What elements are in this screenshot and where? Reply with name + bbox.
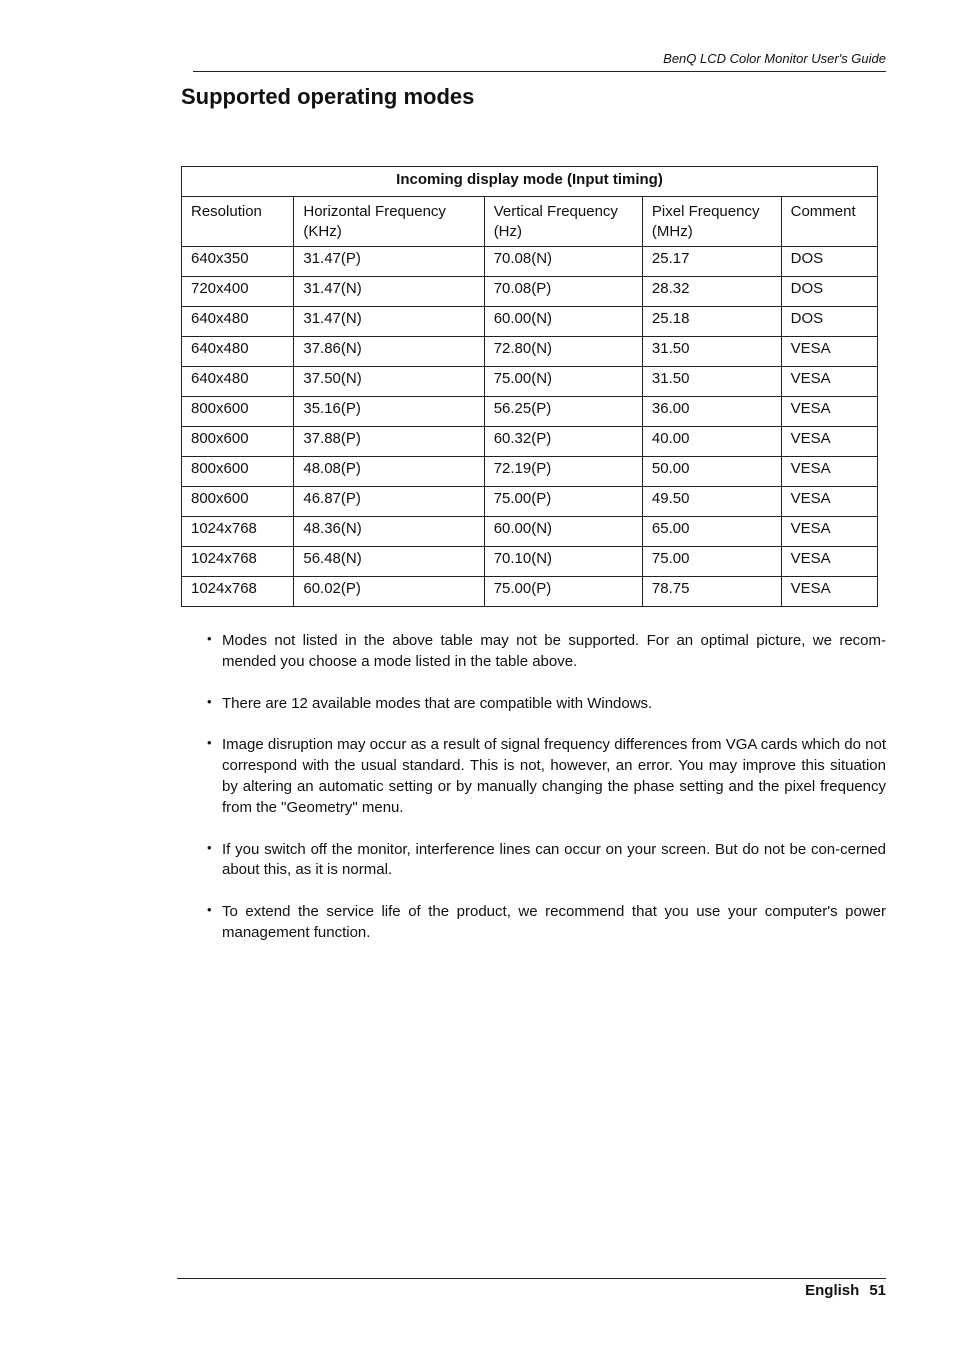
cell-comment: DOS (781, 247, 877, 277)
cell-vertical-frequency: 60.00(N) (484, 307, 642, 337)
cell-pixel-frequency: 65.00 (642, 517, 781, 547)
cell-vertical-frequency: 72.19(P) (484, 457, 642, 487)
table-row (182, 427, 878, 457)
cell-comment: DOS (781, 307, 877, 337)
table-row (182, 487, 878, 517)
cell-pixel-frequency: 36.00 (642, 397, 781, 427)
note-text: If you switch off the monitor, interference lines can occur on your screen. But do not be con-cerned about this, as it is normal. (222, 840, 886, 879)
table-row (182, 277, 878, 307)
page-footer (805, 1282, 886, 1299)
cell-resolution: 800x600 (182, 427, 294, 457)
cell-pixel-frequency: 28.32 (642, 277, 781, 307)
cell-pixel-frequency: 40.00 (642, 427, 781, 457)
cell-comment: VESA (781, 547, 877, 577)
cell-resolution: 640x480 (182, 367, 294, 397)
bullet-icon: • (207, 839, 212, 855)
cell-resolution: 720x400 (182, 277, 294, 307)
cell-vertical-frequency: 75.00(P) (484, 487, 642, 517)
cell-horizontal-frequency: 48.08(P) (294, 457, 484, 487)
column-header-comment: Comment (781, 197, 877, 247)
cell-comment: VESA (781, 367, 877, 397)
cell-resolution: 1024x768 (182, 547, 294, 577)
cell-pixel-frequency: 75.00 (642, 547, 781, 577)
note-text: To extend the service life of the product, we recommend that you use your computer's power management function. (222, 903, 886, 941)
bullet-icon: • (207, 902, 212, 918)
cell-resolution: 640x350 (182, 247, 294, 277)
table-row (182, 337, 878, 367)
table-row (182, 367, 878, 397)
cell-vertical-frequency: 70.08(N) (484, 247, 642, 277)
bullet-icon: • (207, 631, 212, 646)
table-row (182, 577, 878, 607)
cell-vertical-frequency: 70.10(N) (484, 547, 642, 577)
column-header-vertical-frequency: Vertical Frequency (Hz) (484, 197, 642, 247)
cell-vertical-frequency: 72.80(N) (484, 337, 642, 367)
list-item (207, 735, 886, 818)
column-header-resolution: Resolution (182, 197, 294, 247)
table-row (182, 457, 878, 487)
cell-pixel-frequency: 78.75 (642, 577, 781, 607)
table-row (182, 247, 878, 277)
cell-pixel-frequency: 31.50 (642, 337, 781, 367)
cell-resolution: 1024x768 (182, 517, 294, 547)
footer-divider (177, 1278, 886, 1279)
list-item (207, 694, 886, 715)
cell-vertical-frequency: 75.00(N) (484, 367, 642, 397)
cell-resolution: 640x480 (182, 307, 294, 337)
cell-horizontal-frequency: 56.48(N) (294, 547, 484, 577)
cell-horizontal-frequency: 60.02(P) (294, 577, 484, 607)
cell-vertical-frequency: 60.00(N) (484, 517, 642, 547)
list-item (207, 902, 886, 944)
running-header: BenQ LCD Color Monitor User's Guide (663, 51, 886, 66)
header-divider (193, 71, 886, 72)
cell-resolution: 640x480 (182, 337, 294, 367)
cell-vertical-frequency: 75.00(P) (484, 577, 642, 607)
cell-horizontal-frequency: 31.47(P) (294, 247, 484, 277)
cell-comment: VESA (781, 517, 877, 547)
cell-horizontal-frequency: 37.50(N) (294, 367, 484, 397)
cell-comment: DOS (781, 277, 877, 307)
cell-vertical-frequency: 70.08(P) (484, 277, 642, 307)
table-row (182, 307, 878, 337)
cell-resolution: 800x600 (182, 487, 294, 517)
table-row (182, 397, 878, 427)
table-header-row (182, 197, 878, 247)
cell-vertical-frequency: 56.25(P) (484, 397, 642, 427)
bullet-icon: • (207, 693, 212, 709)
cell-comment: VESA (781, 397, 877, 427)
cell-comment: VESA (781, 337, 877, 367)
cell-horizontal-frequency: 48.36(N) (294, 517, 484, 547)
cell-resolution: 800x600 (182, 397, 294, 427)
cell-comment: VESA (781, 487, 877, 517)
bullet-icon: • (207, 735, 212, 751)
table-caption-row (182, 167, 878, 197)
cell-horizontal-frequency: 31.47(N) (294, 277, 484, 307)
list-item (207, 631, 886, 673)
table-row (182, 547, 878, 577)
footer-language: English (805, 1282, 860, 1299)
operating-modes-table (181, 166, 878, 607)
table-caption: Incoming display mode (Input timing) (182, 167, 878, 197)
note-text: Modes not listed in the above table may not be supported. For an optimal picture, we recom-mended you choose a mode listed in the table above. (222, 632, 886, 670)
cell-horizontal-frequency: 37.88(P) (294, 427, 484, 457)
column-header-pixel-frequency: Pixel Frequency (MHz) (642, 197, 781, 247)
table-row (182, 517, 878, 547)
cell-pixel-frequency: 50.00 (642, 457, 781, 487)
cell-comment: VESA (781, 427, 877, 457)
column-header-horizontal-frequency: Horizontal Frequency (KHz) (294, 197, 484, 247)
cell-comment: VESA (781, 457, 877, 487)
cell-pixel-frequency: 25.17 (642, 247, 781, 277)
list-item (207, 840, 886, 882)
cell-resolution: 800x600 (182, 457, 294, 487)
note-text: There are 12 available modes that are compatible with Windows. (222, 694, 653, 712)
cell-resolution: 1024x768 (182, 577, 294, 607)
cell-horizontal-frequency: 46.87(P) (294, 487, 484, 517)
cell-comment: VESA (781, 577, 877, 607)
page-number: 51 (869, 1282, 886, 1299)
cell-horizontal-frequency: 37.86(N) (294, 337, 484, 367)
note-text: Image disruption may occur as a result of signal frequency differences from VGA cards which do not correspond with the usual standard. This is not, however, an error. You may improve this situation by altering an automatic setting or by manually changing the phase setting and the pixel frequency from the "Geometry" menu. (222, 736, 886, 816)
cell-horizontal-frequency: 31.47(N) (294, 307, 484, 337)
cell-pixel-frequency: 31.50 (642, 367, 781, 397)
page-title: Supported operating modes (181, 84, 475, 109)
notes-list (207, 631, 886, 965)
cell-pixel-frequency: 25.18 (642, 307, 781, 337)
cell-horizontal-frequency: 35.16(P) (294, 397, 484, 427)
cell-pixel-frequency: 49.50 (642, 487, 781, 517)
cell-vertical-frequency: 60.32(P) (484, 427, 642, 457)
